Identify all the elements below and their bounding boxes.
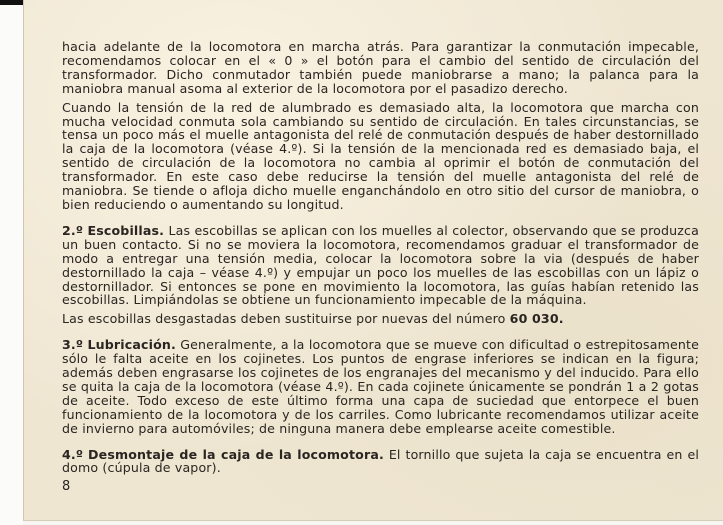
section-brushes — [62, 224, 699, 307]
note-text: Las escobillas desgastadas deben sustituirse por nuevas del número — [62, 311, 510, 327]
paragraph-voltage-adjustment: Cuando la tensión de la red de alumbrado es demasiado alta, la locomotora que marcha con mucha velocidad conmuta sola cambiando su sentido de circulación. En tales circunstancias, se tensa un poco más el muelle antagonista del relé de conmutación después de haber destornillado la caja de la locomotora (véase 4.º). Si la tensión de la mencionada red es demasiado baja, el sentido de circulación de la locomotora no cambia al oprimir el botón de conmutación del transformador. En este caso debe reducirse la tensión del muelle antagonista del relé de maniobra. Se tiende o afloja dicho muelle enganchándolo en otro sitio del cursor de maniobra, o bien reduciendo o aumentando su longitud. — [62, 99, 699, 212]
paragraph-commutation-continued: hacia adelante de la locomotora en marcha atrás. Para garantizar la conmutación impecable, recomendamos colocar en el « 0 » el botón para el cambio del sentido de circulación del transformador. Dicho conmutador también puede maniobrarse a mano; la palanca para la maniobra manual asoma al exterior de la locomotora por el pasadizo derecho. — [62, 39, 699, 96]
manual-page — [23, 0, 723, 521]
part-number: 60 030 — [509, 311, 559, 327]
section-text: Las escobillas se aplican con los muelles al colector, observando que se produzca un buen contacto. Si no se moviera la locomotora, recomendamos graduar el transformador de modo a entregar una tensión media, colocar la locomotora sobre la via (después de haber destornillado la caja – véase 4.º) y empujar un poco los muelles de las escobillas con un lápiz o destornillador. Si entonces se pone en movimiento la locomotora, las guías habían retenido las escobillas. Limpiándolas se obtiene un funcionamiento impecable de la máquina. — [62, 222, 699, 308]
section-number: 3.º — [62, 337, 84, 353]
page-body — [62, 40, 699, 480]
section-number: 4.º — [62, 446, 84, 462]
section-heading: Desmontaje de la caja de la locomotora. — [88, 446, 384, 462]
section-number: 2.º — [62, 222, 84, 238]
section-text: Generalmente, a la locomotora que se mueve con dificultad o estrepitosamente sólo le falta aceite en los cojinetes. Los puntos de engrase inferiores se indican en la figura; además deben engrasarse los cojinetes de los engranajes del mecanismo y del inducido. Para ello se quita la caja de la locomotora (véase 4.º). En cada cojinete únicamente se pondrán 1 a 2 gotas de aceite. Todo exceso de este último forma una capa de suciedad que entorpece el buen funcionamiento de la locomotora y de los carriles. Como lubricante recomendamos utilizar aceite de invierno para automóviles; de ninguna manera debe emplearse aceite comestible. — [62, 337, 700, 436]
brushes-replacement-note — [62, 312, 699, 326]
section-lubrication — [62, 338, 699, 435]
section-text: El tornillo que sujeta la caja se encuentra en el domo (cúpula de vapor). — [62, 446, 700, 476]
section-heading: Escobillas. — [87, 222, 165, 238]
scan-margin — [0, 0, 23, 525]
note-end: . — [558, 311, 564, 327]
section-heading: Lubricación. — [87, 337, 176, 353]
page-number: 8 — [62, 479, 71, 494]
section-housing-removal — [62, 448, 699, 476]
